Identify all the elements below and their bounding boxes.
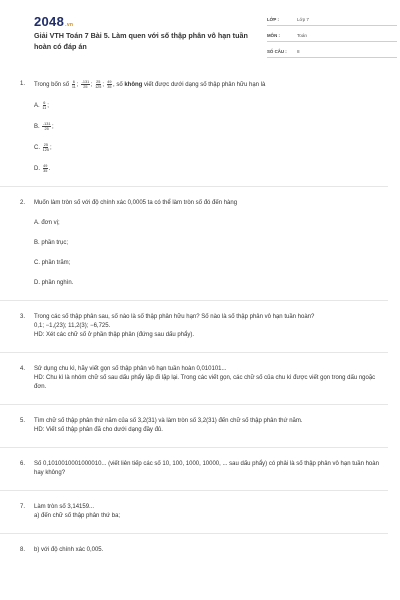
option-b[interactable]: B. phần trục;: [34, 240, 69, 247]
meta-label: LỚP :: [267, 16, 279, 22]
option-c[interactable]: C. phần trăm;: [34, 260, 71, 267]
question-text-part: viết được dưới dạng số thập phân hữu hạn là: [144, 82, 266, 89]
question-number: 4.: [20, 366, 26, 373]
question-hint: HD: Xét các chữ số ở phần thập phân (đứng sau dấu phẩy).: [34, 332, 195, 339]
numerator: -131: [81, 80, 90, 84]
fraction: [43, 164, 48, 173]
question-6: [20, 460, 382, 478]
question-2: [20, 199, 382, 288]
question-list: [20, 80, 382, 555]
fraction: [95, 80, 101, 89]
question-hint: HD: Chu kì là nhóm chữ số sau dấu phẩy lặp đi lặp lại. Trong các viết gọn, các chữ số của chu kì được viết gọn trong dấu ngoặc đơn.: [34, 375, 376, 391]
divider: [0, 533, 388, 534]
option-d[interactable]: D. phần nghìn.: [34, 280, 74, 287]
question-text: Làm tròn số 3,14159...: [34, 504, 95, 511]
numerator: 25: [43, 143, 48, 148]
denominator: 125: [95, 85, 102, 89]
question-number: 3.: [20, 314, 26, 321]
emphasis-text: không: [124, 82, 143, 89]
numerator: -131: [42, 122, 51, 127]
question-5: [20, 417, 382, 435]
meta-value: Toán: [297, 32, 307, 38]
denominator: 25: [44, 127, 49, 132]
question-number: 5.: [20, 418, 26, 425]
divider: [0, 490, 388, 491]
numerator: 6: [72, 80, 75, 84]
option-d[interactable]: D. $\frac{49}{35}$ .: [34, 164, 51, 174]
question-text: Tìm chữ số thập phân thứ năm của số 3,2(31) và làm tròn số 3,2(31) đến chữ số thập phân thứ năm.: [34, 418, 303, 425]
divider: [0, 300, 388, 301]
document-title: Giải VTH Toán 7 Bài 5. Làm quen với số thập phân vô hạn tuần hoàn có đáp án: [34, 31, 248, 51]
divider: [0, 447, 388, 448]
meta-label: SỐ CÂU :: [267, 48, 287, 54]
option-a[interactable]: A. $\frac{6}{11}$ ;: [34, 101, 49, 111]
question-number: 1.: [20, 81, 26, 87]
option-label: D.: [34, 166, 40, 173]
fraction: [42, 122, 51, 131]
fraction: [43, 143, 49, 152]
question-number: 6.: [20, 461, 26, 468]
numerator: 6: [43, 101, 46, 106]
question-4: [20, 365, 382, 392]
site-logo[interactable]: [34, 14, 73, 29]
meta-label: MÔN :: [267, 32, 280, 38]
question-8: [20, 546, 382, 555]
question-number: 8.: [20, 547, 26, 554]
question-7: [20, 503, 382, 521]
question-hint: HD: Viết số thập phân đã cho dưới dạng đầy đủ.: [34, 427, 163, 434]
denominator: 11: [42, 106, 47, 111]
question-text-part: , số: [112, 82, 123, 89]
question-text: Trong bốn số $\frac{6}{11}$ ; $\frac{-131}{25}$ ; $\frac{25}{125}$ ; $\frac{49}{35}$ , số không viết được dưới dạng số thập phân hữu hạn là: [34, 80, 266, 89]
denominator: 11: [71, 85, 76, 89]
meta-row-class: [267, 13, 397, 26]
page-header: [14, 0, 386, 68]
meta-row-subject: [267, 29, 397, 42]
numerator: 49: [107, 80, 112, 84]
option-b[interactable]: B. $\frac{-131}{25}$ ;: [34, 122, 54, 132]
meta-row-count: [267, 45, 397, 58]
fraction: [42, 101, 46, 110]
logo-text: 2048: [34, 14, 65, 29]
divider: [0, 186, 388, 187]
meta-value: Lớp 7: [297, 16, 309, 22]
denominator: 35: [107, 85, 112, 89]
numerator: 49: [43, 164, 48, 169]
question-number: 7.: [20, 504, 26, 511]
question-text: Trong các số thập phân sau, số nào là số thập phân hữu hạn? Số nào là số thập phân vô hạn tuần hoàn?: [34, 314, 315, 321]
question-text: Sử dụng chu kì, hãy viết gọn số thập phân vô hạn tuần hoàn 0,010101...: [34, 366, 227, 373]
question-3: [20, 313, 382, 340]
question-intro: Trong bốn số: [34, 82, 70, 89]
option-label: C.: [34, 145, 40, 152]
denominator: 35: [43, 169, 48, 174]
denominator: 125: [42, 148, 50, 153]
divider: [0, 404, 388, 405]
fraction: [72, 80, 76, 89]
question-text: b) với độ chính xác 0,005.: [34, 547, 104, 554]
option-c[interactable]: C. $\frac{25}{125}$ ;: [34, 143, 52, 153]
denominator: 25: [83, 85, 88, 89]
question-1: [20, 80, 382, 174]
fraction: [81, 80, 90, 89]
option-label: A.: [34, 103, 40, 110]
meta-value: 8: [297, 48, 300, 54]
question-values: 0,1; −1,(23); 11,2(3); −6,725.: [34, 323, 111, 330]
option-label: B.: [34, 124, 40, 131]
question-text: Số 0,1010010001000010... (viết liên tiếp các số 10, 100, 1000, 10000, ... sau dấu phẩy) có phải là số thập phân vô hạn tuần hoàn hay không?: [34, 461, 379, 477]
meta-box: [267, 13, 397, 61]
fraction: [107, 80, 112, 89]
logo-suffix: .vn: [65, 22, 74, 28]
question-text: Muốn làm tròn số với độ chính xác 0,0005 ta có thể làm tròn số đó đến hàng: [34, 200, 238, 207]
numerator: 25: [96, 80, 101, 84]
divider: [0, 352, 388, 353]
question-number: 2.: [20, 200, 26, 207]
option-a[interactable]: A. đơn vị;: [34, 220, 60, 227]
question-subpart: a) đến chữ số thập phân thứ ba;: [34, 513, 121, 520]
